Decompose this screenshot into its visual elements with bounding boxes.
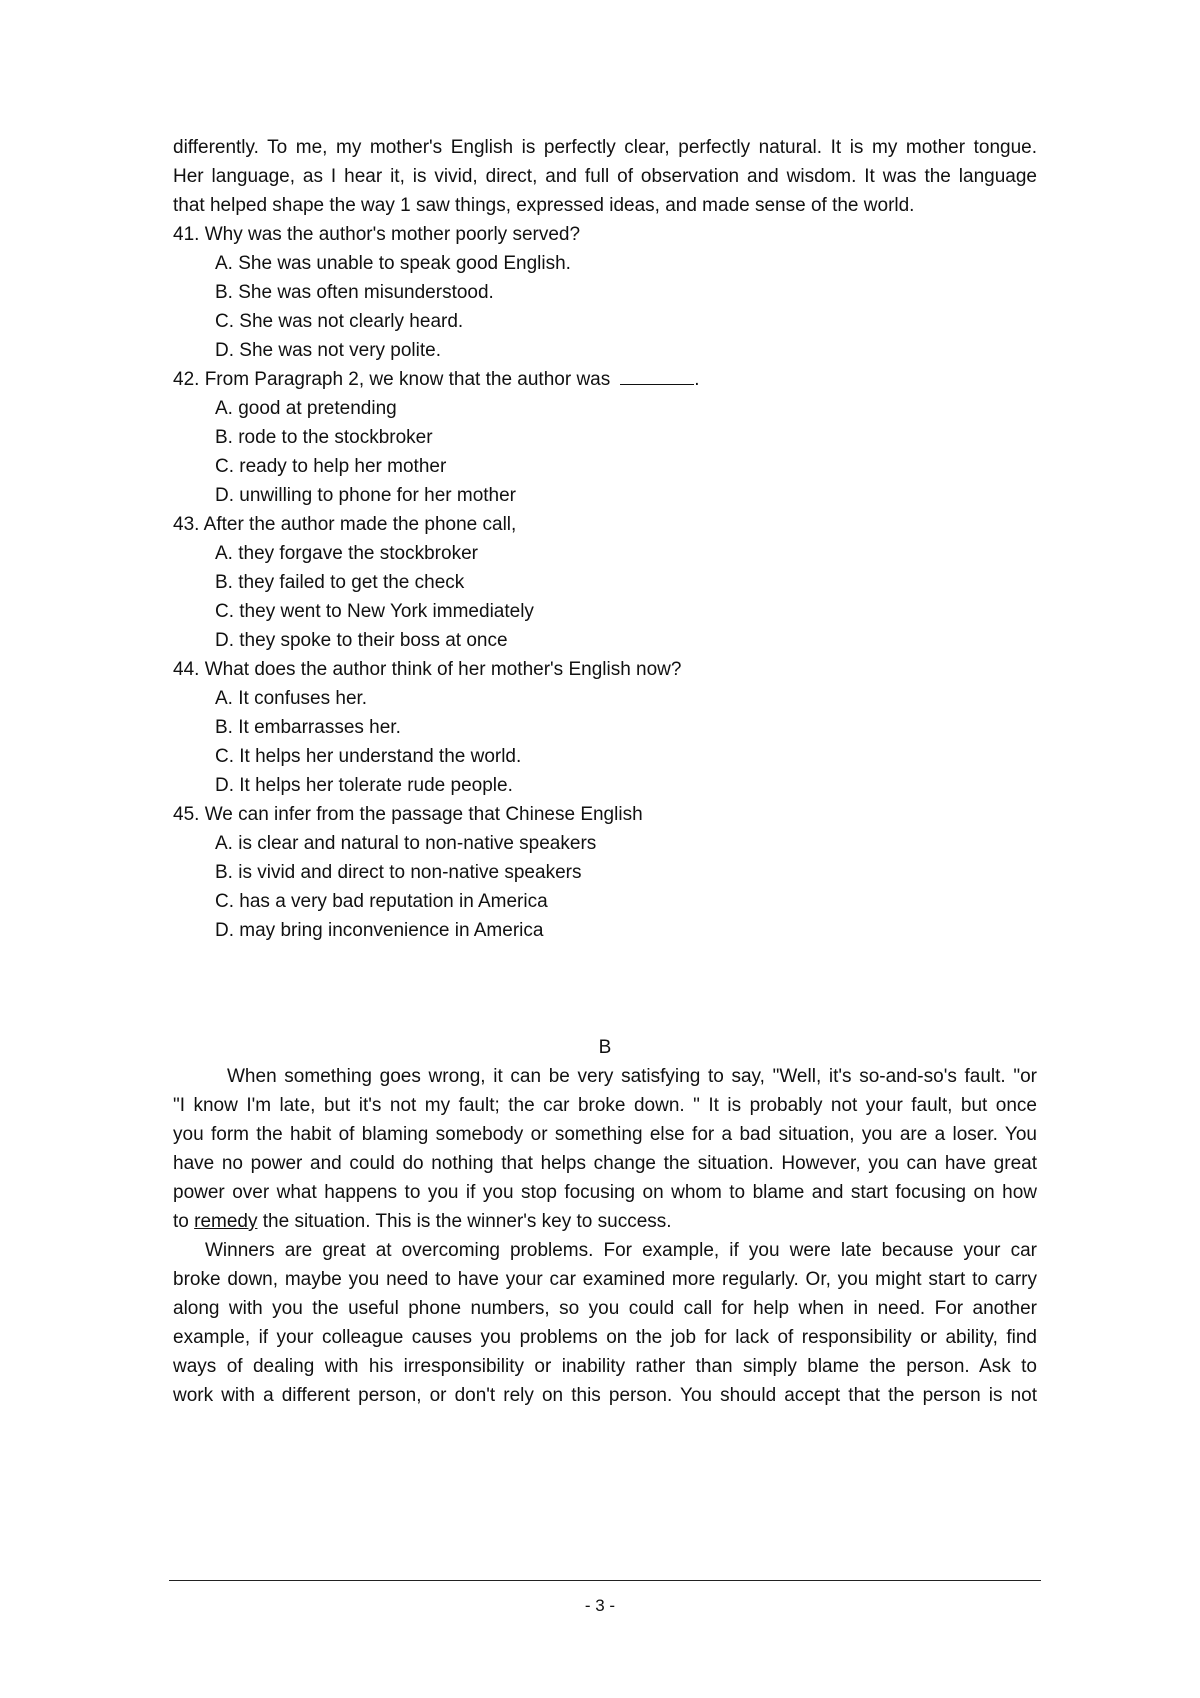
question-45-option-a: A. is clear and natural to non-native speakers	[215, 833, 597, 854]
passage-a-line: Her language, as I hear it, is vivid, direct, and full of observation and wisdom. It was the language	[173, 166, 1037, 187]
passage-b-heading: B	[598, 1037, 612, 1058]
question-42-stem-suffix: .	[694, 369, 700, 390]
question-45-option-b: B. is vivid and direct to non-native speakers	[215, 862, 582, 883]
passage-b-para2-line: work with a different person, or don't rely on this person. You should accept that the person is not	[173, 1385, 1037, 1406]
question-45-option-d: D. may bring inconvenience in America	[215, 920, 544, 941]
underlined-word-remedy: remedy	[194, 1211, 258, 1232]
question-41-stem: 41. Why was the author's mother poorly served?	[173, 224, 581, 245]
question-44-option-c: C. It helps her understand the world.	[215, 746, 522, 767]
passage-b-para1-last-line	[173, 1206, 1037, 1238]
question-42-stem: 42. From Paragraph 2, we know that the author was	[173, 369, 611, 390]
passage-b-para1-line: you form the habit of blaming somebody or something else for a bad situation, you are a loser. You	[173, 1124, 1037, 1145]
question-42-option-b: B. rode to the stockbroker	[215, 427, 433, 448]
answer-blank	[620, 366, 694, 385]
passage-b-para1-line: "I know I'm late, but it's not my fault; the car broke down. " It is probably not your fault, but once	[173, 1095, 1037, 1116]
question-44-option-b: B. It embarrasses her.	[215, 717, 401, 738]
question-43-option-a: A. they forgave the stockbroker	[215, 543, 478, 564]
question-44-option-a: A. It confuses her.	[215, 688, 368, 709]
text-after: the situation. This is the winner's key to success.	[257, 1211, 672, 1232]
question-45-stem: 45. We can infer from the passage that Chinese English	[173, 804, 643, 825]
text-before: to	[173, 1211, 195, 1232]
question-41-option-b: B. She was often misunderstood.	[215, 282, 494, 303]
passage-b-para2-line: broke down, maybe you need to have your car examined more regularly. Or, you might start to carry	[173, 1269, 1037, 1290]
passage-a-line: that helped shape the way 1 saw things, expressed ideas, and made sense of the world.	[173, 195, 915, 216]
question-41-option-c: C. She was not clearly heard.	[215, 311, 464, 332]
passage-b-para2-line: example, if your colleague causes you problems on the job for lack of responsibility or ability, find	[173, 1327, 1037, 1348]
question-42-option-a: A. good at pretending	[215, 398, 397, 419]
question-42-option-c: C. ready to help her mother	[215, 456, 447, 477]
question-44-option-d: D. It helps her tolerate rude people.	[215, 775, 513, 796]
passage-b-para1-line: When something goes wrong, it can be very satisfying to say, "Well, it's so-and-so's fault. "or	[227, 1066, 1037, 1087]
passage-b-para2-line: along with you the useful phone numbers, so you could call for help when in need. For another	[173, 1298, 1037, 1319]
passage-b-para2-line: Winners are great at overcoming problems. For example, if you were late because your car	[205, 1240, 1037, 1261]
passage-b-para2-line: ways of dealing with his irresponsibility or inability rather than simply blame the person. Ask to	[173, 1356, 1037, 1377]
question-45-option-c: C. has a very bad reputation in America	[215, 891, 548, 912]
footer-divider	[169, 1580, 1041, 1581]
passage-b-para1-line: power over what happens to you if you stop focusing on whom to blame and start focusing on how	[173, 1182, 1037, 1203]
question-43-option-b: B. they failed to get the check	[215, 572, 465, 593]
question-41-option-a: A. She was unable to speak good English.	[215, 253, 571, 274]
passage-a-line: differently. To me, my mother's English is perfectly clear, perfectly natural. It is my mother tongue.	[173, 137, 1037, 158]
page-number: - 3 -	[584, 1596, 616, 1615]
question-43-option-d: D. they spoke to their boss at once	[215, 630, 508, 651]
question-42-option-d: D. unwilling to phone for her mother	[215, 485, 516, 506]
question-42-stem-row	[173, 364, 1037, 396]
passage-b-para1-line: have no power and could do nothing that helps change the situation. However, you can have great	[173, 1153, 1037, 1174]
question-41-option-d: D. She was not very polite.	[215, 340, 441, 361]
question-44-stem: 44. What does the author think of her mother's English now?	[173, 659, 682, 680]
question-43-option-c: C. they went to New York immediately	[215, 601, 534, 622]
question-43-stem: 43. After the author made the phone call,	[173, 514, 517, 535]
